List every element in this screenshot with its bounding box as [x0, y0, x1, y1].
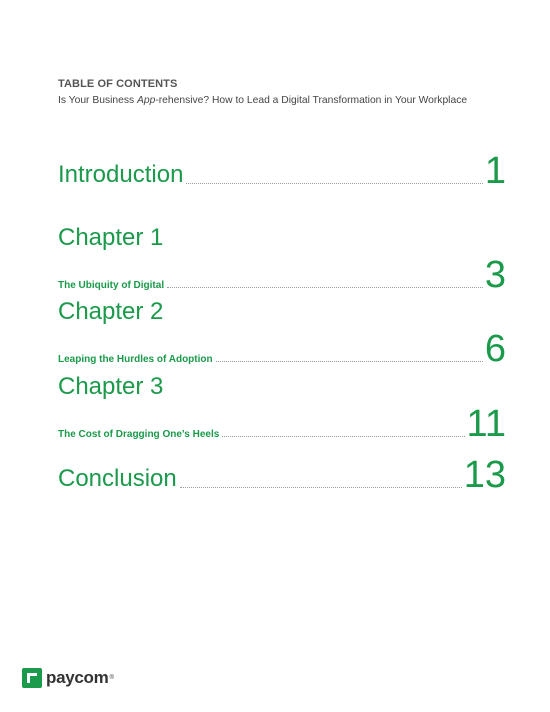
dotted-leader	[222, 435, 464, 437]
toc-heading: TABLE OF CONTENTS	[58, 78, 178, 90]
subtitle-italic: App	[137, 95, 156, 106]
entry-title: Chapter 2	[58, 298, 164, 325]
page-number: 3	[484, 254, 506, 296]
toc-entry-chapter-2[interactable]	[58, 298, 506, 370]
logo-trademark: ®	[109, 675, 114, 681]
toc-header	[58, 78, 467, 106]
entry-subtitle: The Ubiquity of Digital	[58, 280, 165, 291]
entry-title: Conclusion	[58, 465, 177, 492]
entry-subtitle: The Cost of Dragging One’s Heels	[58, 429, 220, 440]
subtitle-post: -rehensive? How to Lead a Digital Transformation in Your Workplace	[155, 95, 468, 106]
page-number: 1	[484, 150, 506, 192]
toc-entry-conclusion[interactable]	[58, 454, 506, 496]
dotted-leader	[216, 360, 483, 362]
toc-entry-chapter-3[interactable]	[58, 373, 506, 445]
entry-subtitle: Leaping the Hurdles of Adoption	[58, 354, 213, 365]
toc-entry-chapter-1[interactable]	[58, 224, 506, 296]
page-number: 6	[484, 328, 506, 370]
toc-entry-introduction[interactable]	[58, 150, 506, 192]
logo-wordmark: paycom	[46, 668, 109, 687]
dotted-leader	[180, 486, 462, 488]
page-number: 13	[463, 454, 506, 496]
dotted-leader	[186, 182, 482, 184]
page-number: 11	[466, 403, 506, 445]
document-subtitle	[58, 95, 467, 106]
entry-title: Chapter 1	[58, 224, 164, 251]
dotted-leader	[167, 286, 483, 288]
paycom-logo	[22, 668, 114, 688]
subtitle-pre: Is Your Business	[58, 95, 137, 106]
paycom-logo-icon	[22, 668, 42, 688]
entry-title: Introduction	[58, 161, 184, 188]
entry-title: Chapter 3	[58, 373, 164, 400]
